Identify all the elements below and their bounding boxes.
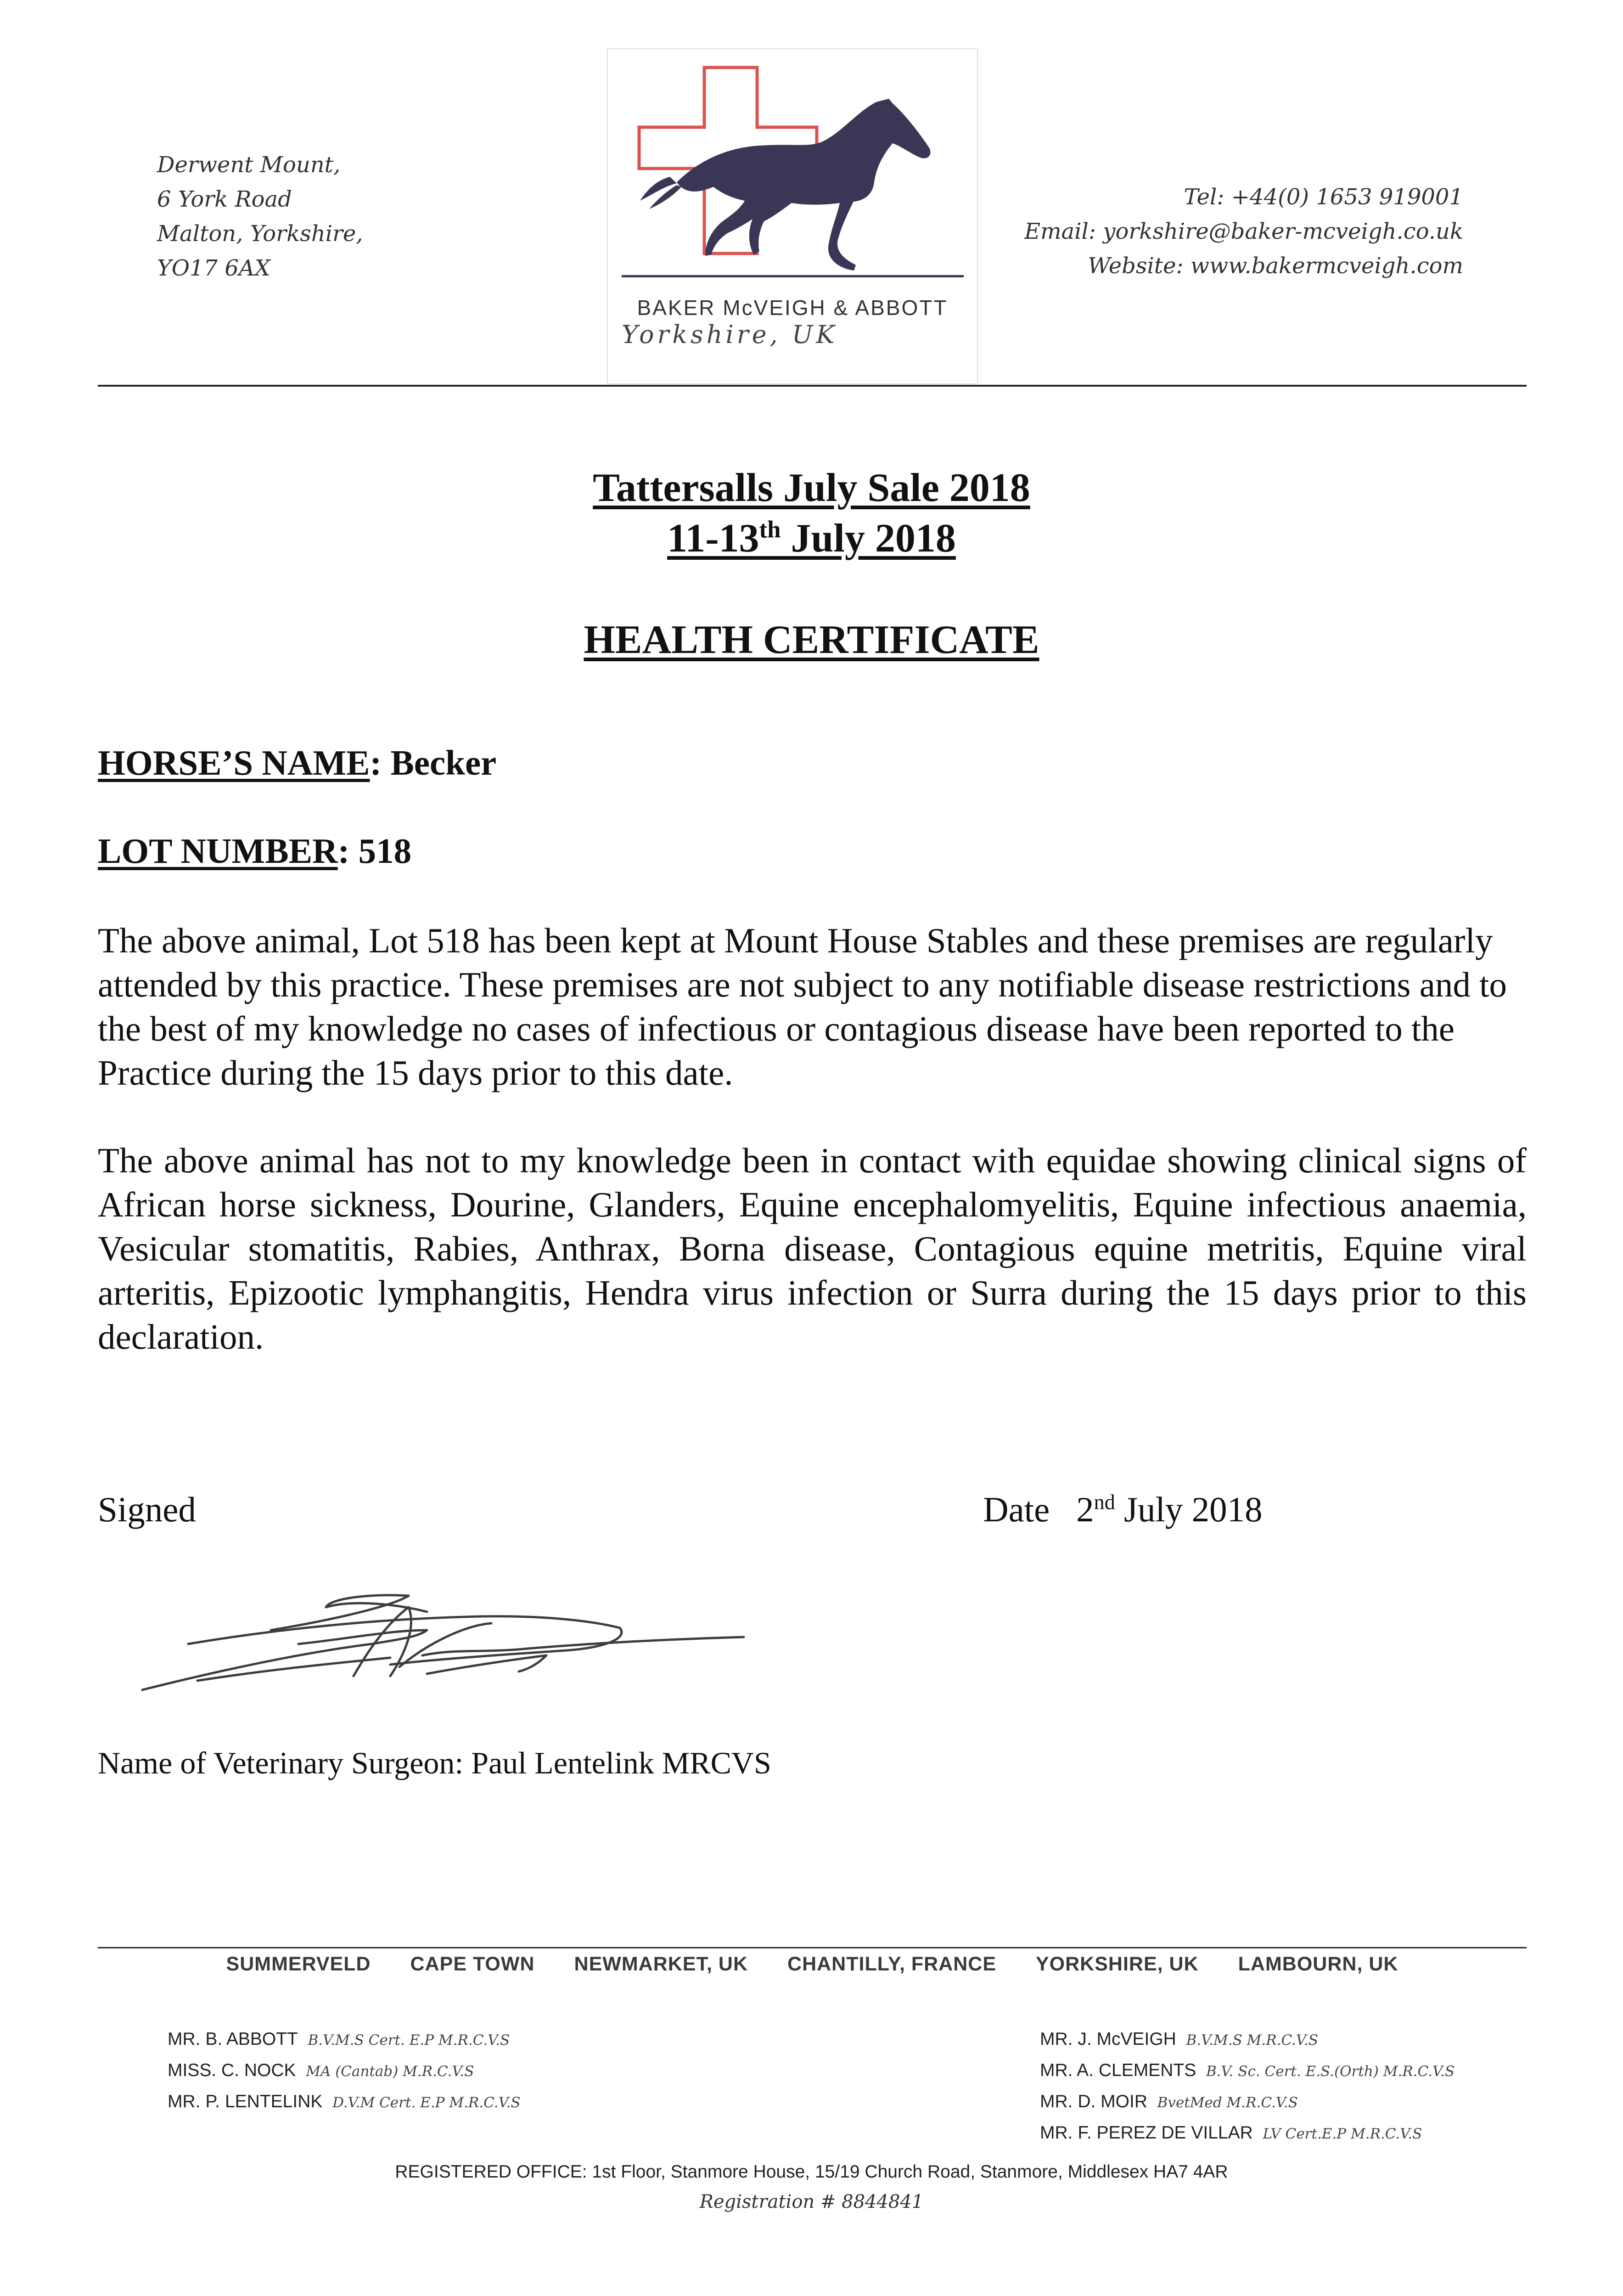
staff-member [1040,2024,1455,2055]
staff-member [1040,2118,1455,2149]
logo-company-name: BAKER McVEIGH & ABBOTT [637,296,948,320]
staff-quals: B.V.M.S M.R.C.V.S [1186,2032,1318,2048]
office-item: LAMBOURN, UK [1238,1953,1398,1975]
office-item: YORKSHIRE, UK [1036,1953,1199,1975]
date-rest: July 2018 [1115,1490,1263,1529]
staff-member [168,2087,521,2118]
email-link[interactable]: Email: yorkshire@baker-mcveigh.co.uk [1024,219,1463,244]
registered-office: REGISTERED OFFICE: 1st Floor, Stanmore House, 15/19 Church Road, Stanmore, Middlesex HA7 4AR [395,2162,1228,2182]
staff-quals: D.V.M Cert. E.P M.R.C.V.S [332,2094,521,2111]
staff-list-right [1040,2024,1455,2149]
staff-quals: B.V. Sc. Cert. E.S.(Orth) M.R.C.V.S [1206,2063,1455,2080]
staff-member [168,2024,521,2055]
surgeon-name: Name of Veterinary Surgeon: Paul Lentelink MRCVS [98,1745,771,1780]
certificate-title: HEALTH CERTIFICATE [584,618,1039,662]
staff-quals: LV Cert.E.P M.R.C.V.S [1263,2126,1422,2142]
dates-ordinal: th [759,516,781,543]
staff-name: MR. A. CLEMENTS [1040,2060,1196,2080]
staff-name: MR. B. ABBOTT [168,2029,298,2049]
horse-name-label: HORSE’S NAME [98,743,370,782]
signature-icon [133,1575,753,1704]
staff-member [168,2055,521,2087]
footer-divider [98,1947,1527,1948]
date-day: 2 [1076,1490,1094,1529]
lot-number-label: LOT NUMBER [98,831,338,871]
event-dates [0,515,1623,562]
staff-quals: B.V.M.S Cert. E.P M.R.C.V.S [308,2032,510,2048]
staff-quals: BvetMed M.R.C.V.S [1157,2094,1298,2111]
date-ordinal: nd [1094,1490,1115,1514]
office-locations [98,1953,1527,1975]
staff-member [1040,2055,1455,2087]
office-item: SUMMERVELD [226,1953,371,1975]
logo-subtitle: Yorkshire, UK [622,320,838,349]
telephone: Tel: +44(0) 1653 919001 [1184,184,1463,210]
address-line: Derwent Mount, [157,152,341,178]
practice-address [157,148,363,286]
registration-number: Registration # 8844841 [699,2191,924,2212]
practice-contact [1024,180,1463,283]
address-line: 6 York Road [157,186,292,212]
office-item: NEWMARKET, UK [574,1953,748,1975]
staff-member [1040,2087,1455,2118]
staff-name: MISS. C. NOCK [168,2060,296,2080]
website-link[interactable]: Website: www.bakermcveigh.com [1088,253,1463,279]
office-item: CAPE TOWN [410,1953,535,1975]
practice-logo [607,48,978,384]
staff-name: MR. D. MOIR [1040,2092,1147,2111]
staff-name: MR. J. McVEIGH [1040,2029,1176,2049]
address-line: Malton, Yorkshire, [157,221,363,247]
dates-suffix: July 2018 [781,516,956,561]
office-item: CHANTILLY, FRANCE [787,1953,996,1975]
disease-declaration: The above animal has not to my knowledge been in contact with equidae showing clinical signs of African horse sickness, Dourine, Glanders, Equine encephalomyelitis, Equine infectious anaemia, Vesicular stomatitis, Rabies, Anthrax, Borna disease, Contagious equine metritis, Equine viral arteritis, Epizootic lymphangitis, Hendra virus infection or Surra during the 15 days prior to this declaration. [98,1141,1527,1356]
date-field [983,1489,1263,1530]
staff-name: MR. P. LENTELINK [168,2092,323,2111]
header-divider [98,385,1527,387]
signed-label: Signed [98,1490,196,1529]
horse-name-field [98,743,496,783]
lot-number-value: : 518 [337,831,412,871]
dates-prefix: 11-13 [667,516,759,561]
date-label: Date [983,1490,1050,1529]
premises-statement: The above animal, Lot 518 has been kept at Mount House Stables and these premises are regularly attended by this practice. These premises are not subject to any notifiable disease restrictions and to the best of my knowledge no cases of infectious or contagious disease have been reported to the Practice during the 15 days prior to this date. [98,921,1507,1092]
staff-name: MR. F. PEREZ DE VILLAR [1040,2123,1253,2143]
address-line: YO17 6AX [157,255,270,281]
horse-name-value: : Becker [370,743,497,782]
staff-quals: MA (Cantab) M.R.C.V.S [306,2063,474,2080]
staff-list-left [168,2024,521,2118]
event-title: Tattersalls July Sale 2018 [593,466,1030,510]
lot-number-field [98,831,411,872]
